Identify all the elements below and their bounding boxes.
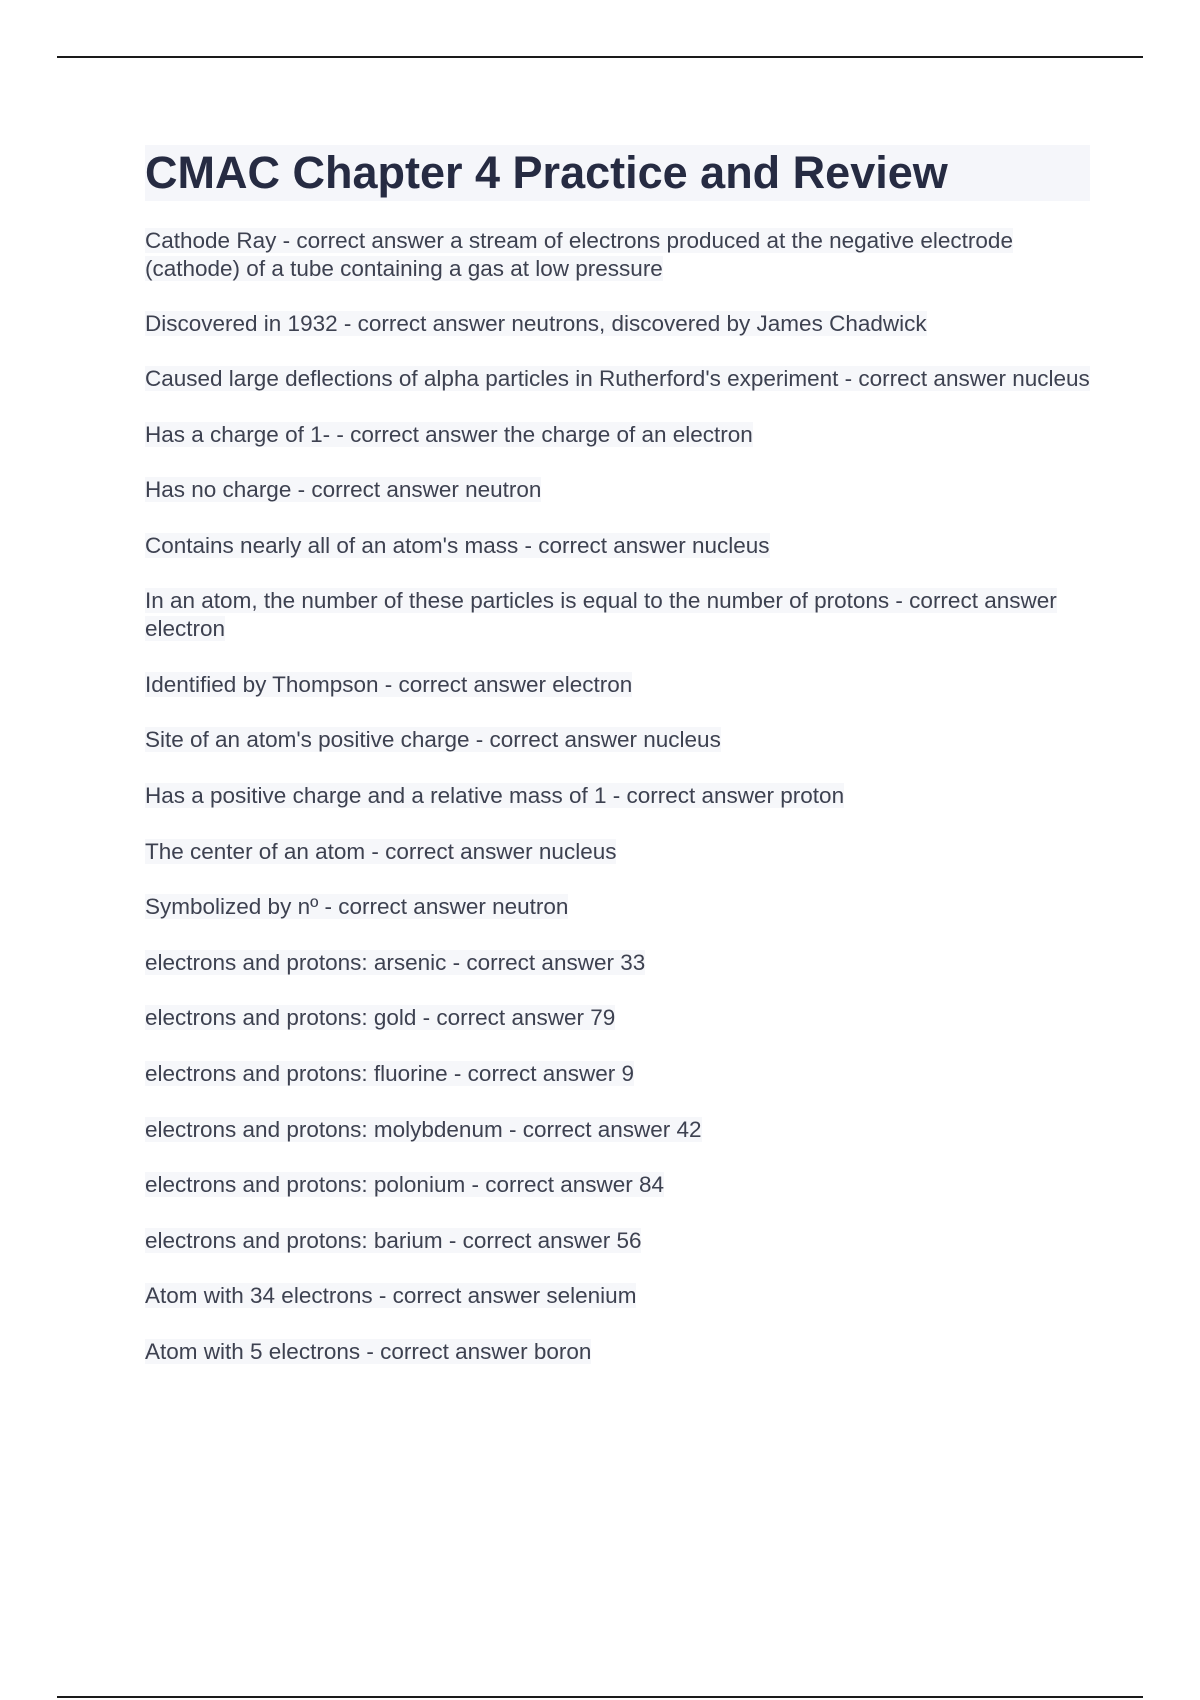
list-item: Has a positive charge and a relative mass of 1 - correct answer proton [145, 783, 845, 808]
list-item: electrons and protons: fluorine - correct answer 9 [145, 1061, 634, 1086]
list-item: Discovered in 1932 - correct answer neutrons, discovered by James Chadwick [145, 311, 927, 336]
list-item: electrons and protons: arsenic - correct answer 33 [145, 950, 646, 975]
list-item: Atom with 34 electrons - correct answer selenium [145, 1283, 637, 1308]
list-item: Cathode Ray - correct answer a stream of electrons produced at the negative electrode (cathode) of a tube containing a gas at low pressure [145, 228, 1013, 281]
list-item: Atom with 5 electrons - correct answer boron [145, 1339, 592, 1364]
list-item: electrons and protons: barium - correct answer 56 [145, 1228, 642, 1253]
document-body [145, 145, 1090, 1366]
list-item: Symbolized by nº - correct answer neutron [145, 894, 569, 919]
qa-list [145, 227, 1090, 1366]
list-item: electrons and protons: polonium - correct answer 84 [145, 1172, 665, 1197]
list-item: In an atom, the number of these particles is equal to the number of protons - correct answer electron [145, 588, 1057, 641]
list-item: Identified by Thompson - correct answer electron [145, 672, 633, 697]
list-item: Contains nearly all of an atom's mass - correct answer nucleus [145, 533, 770, 558]
list-item: electrons and protons: molybdenum - correct answer 42 [145, 1117, 702, 1142]
list-item: Caused large deflections of alpha particles in Rutherford's experiment - correct answer nucleus [145, 366, 1090, 391]
list-item: Has a charge of 1- - correct answer the charge of an electron [145, 422, 753, 447]
list-item: The center of an atom - correct answer nucleus [145, 839, 617, 864]
list-item: Site of an atom's positive charge - correct answer nucleus [145, 727, 721, 752]
page-title: CMAC Chapter 4 Practice and Review [145, 145, 1090, 201]
top-rule [57, 56, 1143, 58]
list-item: electrons and protons: gold - correct answer 79 [145, 1005, 616, 1030]
list-item: Has no charge - correct answer neutron [145, 477, 542, 502]
bottom-rule [57, 1696, 1143, 1698]
